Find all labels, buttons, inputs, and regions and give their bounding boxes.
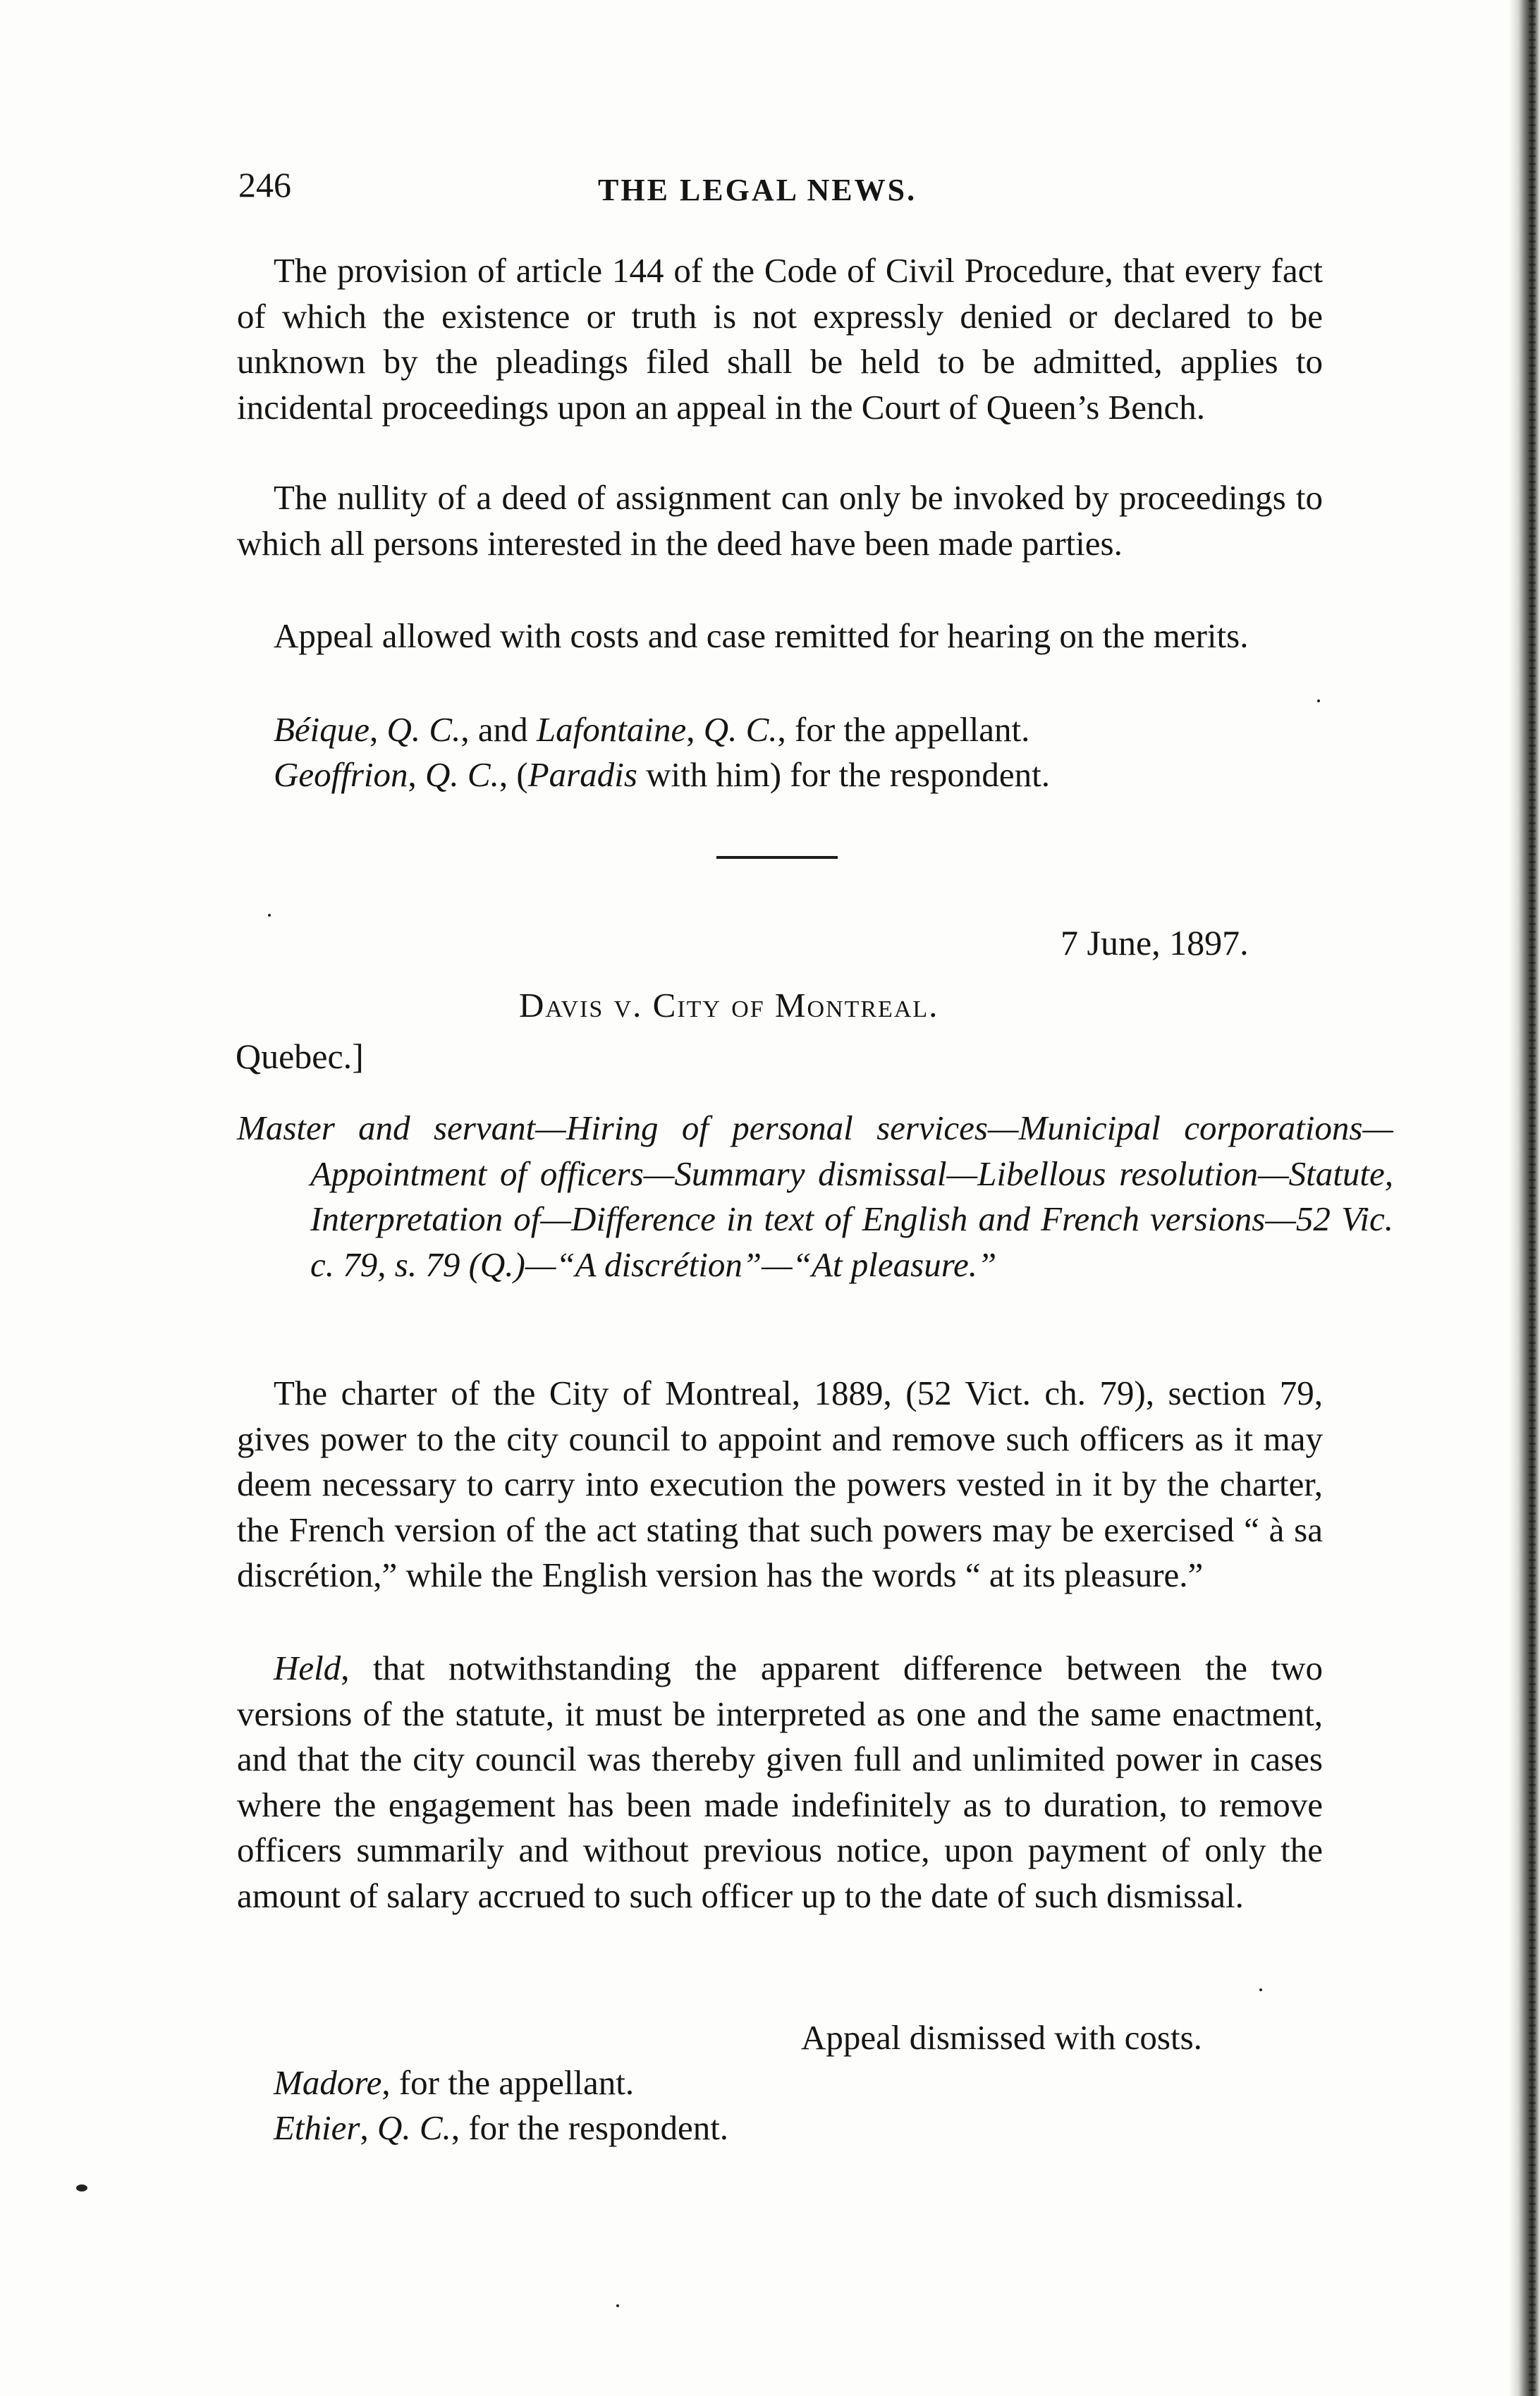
holding-paragraph-1: The provision of article 144 of the Code of Civil Procedure, that every fact of which the existence or truth is not expressly denied or declared to be unknown by the pleadings filed shall be held to be admitted, applies to incidental proceedings upon an appeal in the Court of Queen’s Bench. bbox=[237, 251, 1323, 427]
associate-counsel: Paradis bbox=[527, 755, 637, 794]
qc-title: Q. C. bbox=[377, 2108, 451, 2147]
headnote-catchwords: Master and servant—Hiring of personal services—Municipal corporations—Appointment of officers—Summary dismissal—Libellous resolution—Statute, Interpretation of—Difference in text of English and French versions—52 Vic. c. 79, s. 79 (Q.)—“A discrétion”—“At pleasure.” bbox=[237, 1108, 1393, 1284]
counsel-name: Lafontaine bbox=[536, 710, 687, 749]
page-edge-speckle bbox=[1529, 0, 1536, 2396]
case-date: 7 June, 1897. bbox=[1061, 923, 1249, 962]
section-divider-rule bbox=[716, 856, 838, 859]
scan-speck bbox=[76, 2184, 87, 2192]
result-line: Appeal dismissed with costs. bbox=[801, 2018, 1202, 2057]
qc-title: Q. C. bbox=[425, 755, 499, 794]
scan-speck bbox=[1259, 1988, 1262, 1991]
qc-title: Q. C. bbox=[386, 710, 461, 749]
journal-title: THE LEGAL NEWS. bbox=[598, 173, 917, 207]
counsel-appellant-line: Béique, Q. C., and Lafontaine, Q. C., for the appellant. bbox=[274, 710, 1030, 749]
scan-speck bbox=[268, 914, 271, 917]
scan-speck bbox=[1317, 699, 1320, 702]
counsel-respondent-line: Geoffrion, Q. C., (Paradis with him) for the respondent. bbox=[274, 755, 1051, 794]
disposition-paragraph: Appeal allowed with costs and case remitted for hearing on the merits. bbox=[274, 616, 1249, 655]
held-paragraph bbox=[237, 1646, 1323, 1919]
holding-paragraph-2: The nullity of a deed of assignment can only be invoked by proceedings to which all persons interested in the deed have been made parties. bbox=[237, 478, 1323, 563]
held-label: Held bbox=[274, 1649, 341, 1687]
qc-title: Q. C. bbox=[703, 710, 778, 749]
counsel-role: with him) for the respondent. bbox=[637, 755, 1051, 794]
counsel-name: Ethier bbox=[274, 2108, 360, 2147]
counsel-appellant-line-2 bbox=[274, 2060, 634, 2105]
counsel-role: , for the appellant. bbox=[381, 2063, 635, 2102]
held-text: , that notwithstanding the apparent difference between the two versions of the statute, it must be interpreted as one and the same enactment, and that the city council was thereby given full and unlimited power in cases where the engagement has been made indefinitely as to duration, to remove officers summarily and without previous notice, upon payment of only the amount of salary accrued to such officer up to the date of such dismissal. bbox=[237, 1649, 1323, 1915]
scan-speck bbox=[616, 2304, 619, 2307]
counsel-name: Geoffrion bbox=[274, 755, 408, 794]
court-label: Quebec.] bbox=[236, 1037, 364, 1076]
counsel-role: , for the respondent. bbox=[451, 2108, 729, 2147]
case-title: Davis v. City of Montreal. bbox=[519, 986, 939, 1025]
paren-open: , ( bbox=[499, 755, 528, 794]
counsel-name: Madore bbox=[274, 2063, 382, 2102]
conjunction: , and bbox=[460, 710, 537, 749]
facts-paragraph: The charter of the City of Montreal, 1889, (52 Vict. ch. 79), section 79, gives power to the city council to appoint and remove such officers as it may deem necessary to carry into execution the powers vested in it by the charter, the French version of the act stating that such powers may be exercised “ à sa discrétion,” while the English version has the words “ at its pleasure.” bbox=[237, 1374, 1323, 1594]
page-number: 246 bbox=[238, 165, 291, 204]
counsel-name: Béique bbox=[274, 710, 370, 749]
counsel-respondent-line-2: Ethier, Q. C., for the respondent. bbox=[274, 2108, 729, 2147]
counsel-role: , for the appellant. bbox=[777, 710, 1030, 749]
